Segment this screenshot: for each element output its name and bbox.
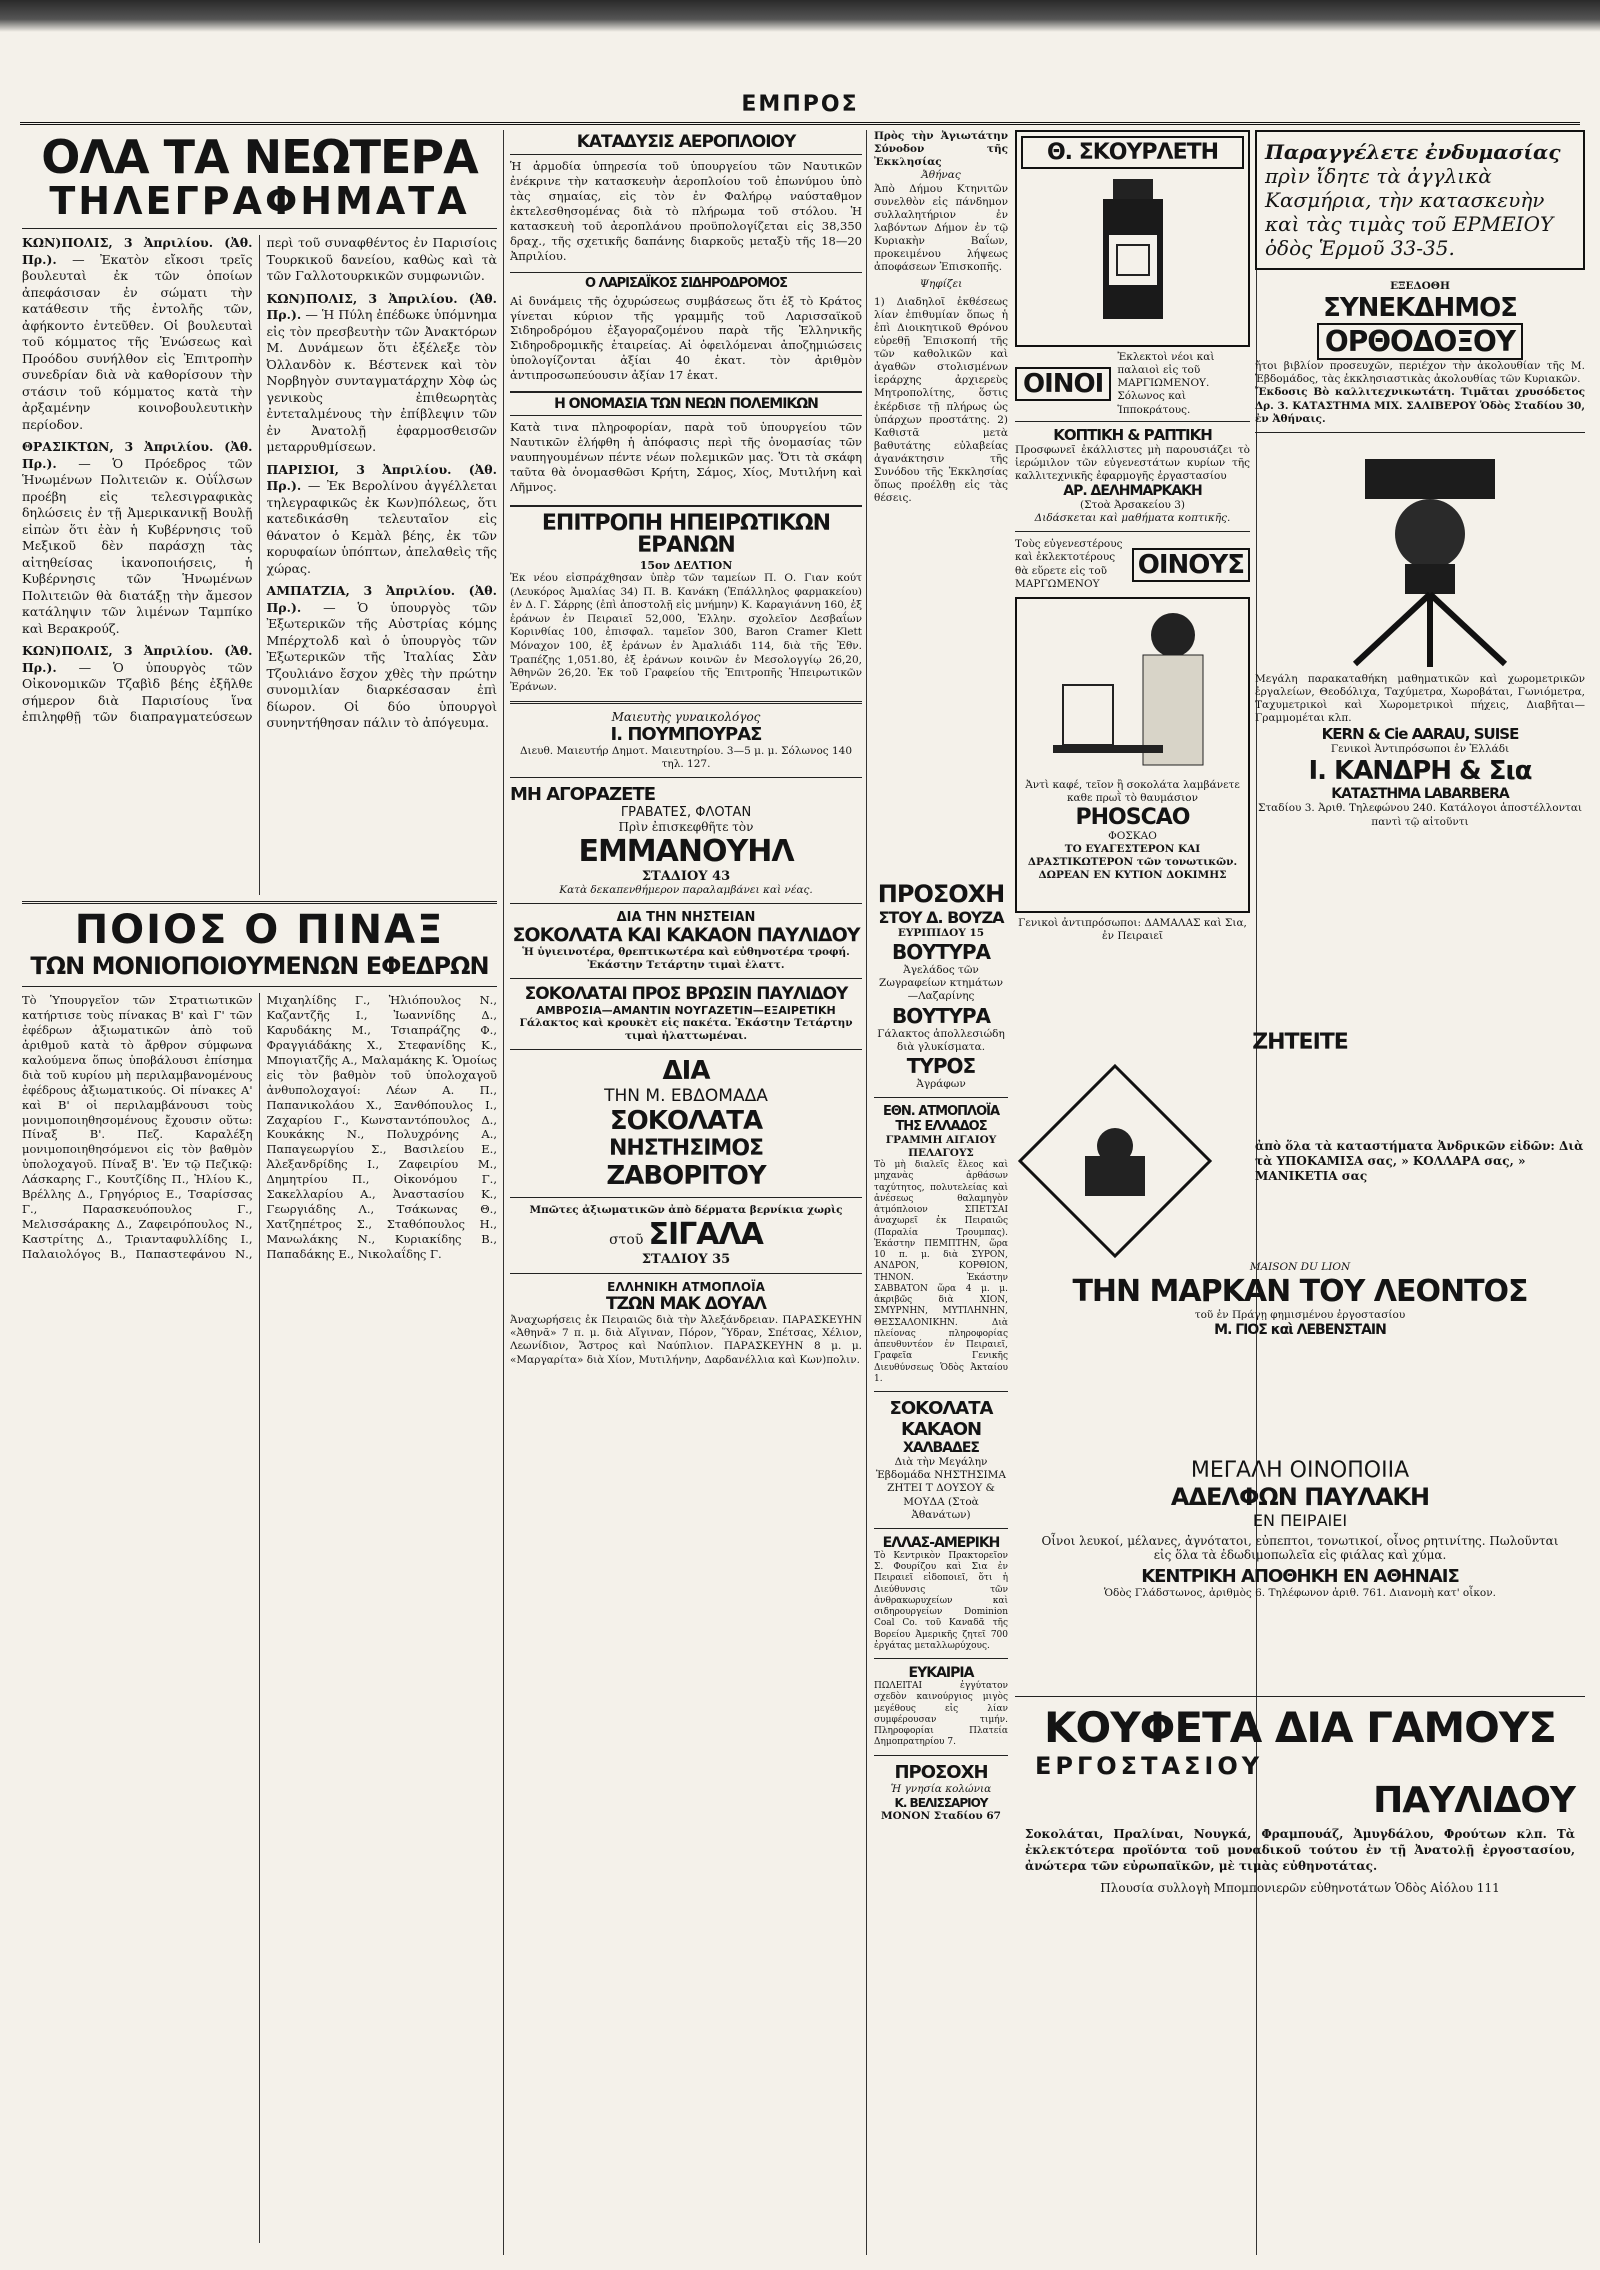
ad-names: Μ. ΓΙΟΣ καὶ ΛΕΒΕΝΣΤΑΙΝ (1214, 1322, 1386, 1339)
ad-sub: ΕΡΓΟΣΤΑΣΙΟΥ (1035, 1752, 1264, 1781)
ad-store: ΚΕΝΤΡΙΚΗ ΑΠΟΘΗΚΗ ΕΝ ΑΘΗΝΑΙΣ (1141, 1566, 1459, 1588)
ad-note: Διδάσκεται καὶ μαθήματα κοπτικῆς. (1034, 512, 1231, 525)
ad-steamship-mcdouall (510, 1280, 862, 1367)
divider (22, 901, 497, 904)
officer-list (22, 993, 497, 2243)
headline-airship: ΚΑΤΑΔΥΣΙΣ ΑΕΡΟΠΛΟΙΟΥ (510, 134, 862, 155)
ad-badge: MAISON DU LION (1249, 1261, 1351, 1273)
ad-velissariou (874, 1762, 1008, 1823)
notice-text: Ἀπὸ Δήμου Κτηνιτῶν συνελθὸν εἰς πάνδημον συλλαλητήριον ἐν λαβόντων Δήμον ἐν τῷ Κυριακὴν Βαΐων, προκειμένου λήψεως ἀποφάσεων Ἐπισκοπῆς. (874, 182, 1008, 274)
ad-brand: PHOSCAO (1075, 805, 1190, 830)
bulletin-number: 15ον ΔΕΛΤΙΟΝ (639, 558, 733, 572)
telegram-list (22, 235, 497, 895)
ad-name: ΣΙΓΑΛΑ (648, 1217, 763, 1253)
headline-railway: Ο ΛΑΡΙΣΑΪΚΟΣ ΣΙΔΗΡΟΔΡΟΜΟΣ (510, 272, 862, 290)
headline-committee: ΕΠΙΤΡΟΠΗ ΗΠΕΙΡΩΤΙΚΩΝ ΕΡΑΝΩΝ (510, 505, 862, 557)
ad-line-text: Ἀγράφων (916, 1077, 966, 1090)
ad-title: ΜΕΓΑΛΗ ΟΙΝΟΠΟΙΙΑ (1190, 1458, 1410, 1484)
ad-obstetrician (510, 710, 862, 771)
ad-synekdimos (1255, 280, 1585, 426)
ad-address: ΣΤΑΔΙΟΥ 43 (641, 868, 731, 884)
lower-right-block (1015, 1010, 1585, 2255)
article-dateline: ΚΩΝ)ΠΟΛΙΣ, 3 Ἀπριλίου. (Ἀθ. Πρ.). (22, 235, 253, 267)
headline-reserve-officers: ΤΩΝ ΜΟΝΙΟΠΟΙΟΥΜΕΝΩΝ ΕΦΕΔΡΩΝ (30, 952, 489, 980)
ad-margomenou-wines (1015, 538, 1250, 591)
ad-line: ΖΑΒΟΡΙΤΟΥ (606, 1161, 766, 1192)
airship-text: Ἡ ἁρμοδία ὑπηρεσία τοῦ ὑπουργείου τῶν Ναυτικῶν ἐνέκρινε τὴν κατασκευὴν ἀεροπλοίου τοῦ ἐπωνύμου ὑπὸ τὰς σημαίας, εἰς τὸν ἐν Φαλήρῳ ναύσταθμον ἐκτελεσθησομένας διὰ τὸ πλήρωμα τοῦ στόλου. Ἡ κατασκευὴ τοῦ ἀεροπλάνου προϋπολογίζεται εἰς 38,350 δραχ., τῆς σχετικῆς δαπάνης διαρκοῦς μεταξὺ τῆς 18—20 Ἀπριλίου. (510, 159, 862, 263)
divider (22, 228, 497, 229)
divider (874, 1755, 1008, 1756)
lion-badge-icon (1015, 1061, 1215, 1261)
ad-title: ΣΟΚΟΛΑΤΑ ΚΑΚΑΟΝ (889, 1398, 993, 1441)
ad-name: ΟΡΘΟΔΟΞΟΥ (1317, 323, 1523, 360)
ad-text: Ἡ γνησία κολώνια (890, 1782, 992, 1795)
ad-ties (510, 784, 862, 897)
ad-wines (1015, 347, 1250, 422)
ad-items: ΑΜΒΡΟΣΙΑ—ΑΜΑΝΤΙΝ ΝΟΥΓΑΖΕΤΙΝ—ΕΞΑΙΡΕΤΙΚΗ (536, 1003, 836, 1017)
ad-eating-chocolate (510, 985, 862, 1043)
ad-note: Γενικοὶ Ἀντιπρόσωποι ἐν Ἑλλάδι (1330, 743, 1510, 756)
ad-line: ΓΡΑΜΜΗ ΑΙΓΑΙΟΥ ΠΕΛΑΓΟΥΣ (885, 1133, 997, 1159)
bottle-icon (1073, 175, 1193, 325)
ad-text: ἤτοι βιβλίον προσευχῶν, περιέχον τὴν ἀκολουθίαν τῆς Μ. Ἑβδομάδος, τὰς ἐκκλησιαστικὰς ἀκολουθίας τῶν Κυριακῶν. (1255, 360, 1585, 386)
divider (1255, 432, 1585, 433)
article-dateline: ΘΡΑΣΙΚΤΩΝ, 3 Ἀπριλίου. (Ἀθ. Πρ.). (22, 439, 253, 471)
ad-sigala (510, 1204, 862, 1267)
headline-who-list: ΠΟΙΟΣ Ο ΠΙΝΑΞ (74, 907, 445, 953)
telegram-article (267, 462, 498, 578)
ad-title: ΣΟΚΟΛΑΤΑΙ ΠΡΟΣ ΒΡΩΣΙΝ ΠΑΥΛΙΔΟΥ (524, 984, 848, 1005)
masthead-rule (20, 122, 1580, 125)
ad-name: Ι. ΚΑΝΔΡΗ & Σια (1308, 756, 1532, 787)
divider (510, 701, 862, 704)
ad-brand: ΤΗΝ ΜΑΡΚΑΝ ΤΟΥ ΛΕΟΝΤΟΣ (1072, 1274, 1528, 1310)
ad-name: ΕΜΜΑΝΟΥΗΛ (578, 833, 794, 869)
ad-name: Κ. ΒΕΛΙΣΣΑΡΙΟΥ (894, 1795, 988, 1810)
headline-latest: ΟΛΑ ΤΑ ΝΕΩΤΕΡΑ (41, 130, 478, 184)
ad-text: Διὰ τὴν Μεγάλην Ἑβδομάδα ΝΗΣΤΗΣΙΜΑ ΖΗΤΕΙ Τ ΔΟΥΣΟΥ & ΜΟΥΔΑ (Στοὰ Ἀθανάτων) (875, 1456, 1007, 1521)
ad-title: Παραγγέλετε ἐνδυμασίας (1265, 140, 1561, 164)
ad-title: ΠΡΟΣΟΧΗ (894, 1761, 988, 1783)
telegram-article (267, 291, 498, 456)
ad-line: ΤΥΡΟΣ (906, 1053, 976, 1078)
ad-text: Ἀναχωρήσεις ἐκ Πειραιῶς διὰ τὴν Ἀλεξάνδρειαν. ΠΑΡΑΣΚΕΥΗΝ «Ἀθηνᾶ» 7 π. μ. διὰ Αἴγιναν, Πόρον, Ὕδραν, Σπέτσας, Χέλιον, Λεωνίδιον, Ἄστρος καὶ Ναύπλιον. ΠΑΡΑΣΚΕΥΗΝ 8 μ. μ. «Μαργαρίτα» διὰ Χίον, Μυτιλήνην, Δαρδανέλλια καὶ Κων)πολιν. (510, 1314, 862, 1366)
ad-maker: τοῦ ἐν Πράγῃ φημισμένου ἐργοστασίου (1194, 1309, 1406, 1322)
ad-offer: ΔΩΡΕΑΝ ΕΝ ΚΥΤΙΟΝ ΔΟΚΙΜΗΣ (1038, 869, 1227, 882)
ad-line-text: Γάλακτος ἀπολλεσιώδη διὰ γλυκίσματα. (877, 1027, 1005, 1053)
ad-brand: Θ. ΣΚΟΥΡΛΕΤΗ (1021, 136, 1244, 169)
ad-address: Ὁδὸς Γλάδστωνος, ἀριθμὸς 6. Τηλέφωνον ἀριθ. 761. Διανομὴ κατ' οἶκον. (1104, 1587, 1496, 1600)
ad-title: ΕΥΚΑΙΡΙΑ (908, 1665, 974, 1681)
ad-text: Τοὺς εὐγενεστέρους καὶ ἐκλεκτοτέρους θὰ εὕρετε εἰς τοῦ ΜΑΡΓΩΜΕΝΟΥ (1015, 538, 1123, 590)
vote-title: Ψηφίζει (919, 278, 963, 291)
ad-address: ΕΥΡΙΠΙΔΟΥ 15 (897, 927, 985, 939)
divider (874, 1391, 1008, 1392)
column-telegrams (22, 130, 497, 2255)
notice-title: Πρὸς τὴν Ἀγιωτάτην Σύνοδον τῆς Ἐκκλησίας (874, 130, 1008, 169)
ad-sub: ΦΟΣΚΑΟ (1108, 830, 1157, 842)
column-narrow-ads (874, 880, 1008, 2255)
scan-edge (0, 0, 1600, 32)
railway-text: Αἱ δυνάμεις τῆς ὀχυρώσεως συμβάσεως ὅτι ἐξ τὸ Κράτος γίνεται κύριον τῆς γραμμῆς τοῦ Λαρισσαϊκοῦ Σιδηροδρόμου ἐξαγοραζομένου παρὰ τῆς Ἑλληνικῆς Σιδηροδρομικῆς ἑταιρείας. Αἱ ὀφειλόμεναι ἀποζημιώσεις ὑπολογίζονται ἀξίαι 40 ἑκατ. τὸν ἀριθμὸν ἀντιπροσωπεύουσιν ἀξίαν 17 ἑκατ. (510, 293, 862, 383)
ad-bouza (874, 880, 1008, 1091)
ad-sub: ΓΡΑΒΑΤΕΣ, ΦΛΟΤΑΝ (620, 804, 752, 820)
ad-text: Ἀντὶ καφέ, τεῖον ἢ σοκολάτα λαμβάνετε καθε πρωῒ τὸ θαυμάσιον (1025, 778, 1240, 804)
ad-name: ΤΖΩΝ ΜΑΚ ΔΟΥΑΛ (606, 1294, 766, 1315)
vote-text: 1) Διαδηλοῖ ἐκθέσεως λίαν ἐπιθυμίαν ὅπως ἡ ἐπὶ Διοικητικοῦ Θρόνου εὑρεθῇ Ἐπισκοπή τῆς τῶν καθολικῶν καὶ ἀγαθῶν στολισμένων ἱεράρχης ἀρχιερεὺς Μητροπολίτης, ὅστις ἐκέρδισε τῇ πλήρως ὡς ὑπάρχων προστάτης. 2) Καθιστᾶ μετὰ βαθυτάτης εὐλαβείας ἀγανάκτησιν τῆς Συνόδου τῆς Ἐκκλησίας ὅπως προέλθῃ εἰς τὰς θέσεις. (874, 295, 1008, 505)
ad-name: ΠΑΥΛΙΔΟΥ (1373, 1780, 1575, 1822)
headline-telegrams: ΤΗΛΕΓΡΑΦΗΜΑΤΑ (49, 179, 470, 223)
column-rule (866, 130, 867, 2255)
ad-opportunity (874, 1665, 1008, 1749)
divider (510, 777, 862, 778)
article-dateline: ΚΩΝ)ΠΟΛΙΣ, 3 Ἀπριλίου. (Ἀθ. Πρ.). (266, 290, 497, 322)
headline-warships: Η ΟΝΟΜΑΣΙΑ ΤΩΝ ΝΕΩΝ ΠΟΛΕΜΙΚΩΝ (510, 391, 862, 416)
article-text: — Ἐκ Βερολίνου ἀγγέλλεται τηλεγραφικῶς ἐκ Κων)πόλεως, ὅτι κατεδικάσθη τελευταῖον εἰς θάνατον ὁ Κεμὰλ βέης, ἐκ τῶν κορυφαίων ὑπόπτων, ἀπελαθεὶς τῆς χώρας. (266, 478, 497, 576)
ad-zavoritou (510, 1056, 862, 1191)
ad-text: Διευθ. Μαιευτήρ Δημοτ. Μαιευτηρίου. 3—5 μ. μ. Σόλωνος 140 τηλ. 127. (519, 744, 853, 770)
article-text: — Ὁ Πρόεδρος τῶν Ἡνωμένων Πολιτειῶν κ. Οὐΐλσων προέβη εἰς τελεσιγραφικὰς δηλώσεις ἐν τῇ Ἀμερικανικῇ Βουλῇ εἰπὼν ὅτι ἐὰν ἡ Κυβέρνησις τοῦ Μεξικοῦ δὲν παράσχῃ τὰς αἰτηθείσας ἱκανοποιήσεις, ἡ Κυβέρνησις τῶν Ἡνωμένων Πολιτειῶν θὰ διατάξῃ τὴν ἄμεσον κατάληψιν τῶν λιμένων Ταμπίκο καὶ Βερακρούζ. (22, 455, 253, 636)
ad-title: ΕΛΛΑΣ-ΑΜΕΡΙΚΗ (882, 1534, 1000, 1551)
ad-line: ΒΟΥΤΥΡΑ (892, 1003, 990, 1028)
ad-address: ΣΤΑΔΙΟΥ 35 (641, 1252, 731, 1268)
ad-title: ΕΛΛΗΝΙΚΗ ΑΤΜΟΠΛΟΪΑ (607, 1280, 765, 1295)
ad-title: ΚΟΠΤΙΚΗ & ΡΑΠΤΙΚΗ (1053, 425, 1212, 444)
ad-instruments-text: Μεγάλη παρακαταθήκη μαθηματικῶν καὶ χωρομετρικῶν ἐργαλείων, Θεοδόλιχα, Ταχύμετρα, Χωροβάται, Γωνιόμετρα, Ταχυμετρικοὶ καὶ Χωρομετρικοὶ πήχεις, Διαβῆται—Γραμμομέται κλπ. (1255, 672, 1585, 725)
warships-text: Κατὰ τινα πληροφορίαν, παρὰ τοῦ ὑπουργείου τῶν Ναυτικῶν ἐλήφθη ἡ ἀπόφασις περὶ τῆς ὀνομασίας τῶν ναυπηγουμένων πέντε νέων πολεμικῶν μας. Ὅτι τὰ σκάφη ταῦτα θὰ ὀνομασθῶσι Κρήτη, Σάμος, Χίος, Μυτιλήνη καὶ Λῆμνος. (510, 420, 862, 494)
notice-city: Ἀθήνας (921, 169, 961, 182)
ad-text: Τὸ Κεντρικὸν Πρακτορεῖον Σ. Φουρίζου καὶ Σια ἐν Πειραιεῖ εἰδοποιεῖ, ὅτι ἡ Διεύθυνσις τῶν ἀνθρακωρυχείων καὶ σιδηρουργείων Dominion Coal Co. τοῦ Καναδᾶ τῆς Βορείου Ἀμερικῆς ζητεῖ 700 ἐργάτας μεταλλωρύχους. (874, 1550, 1008, 1651)
column-news (510, 130, 862, 2255)
ad-lion (1015, 1061, 1585, 1261)
ad-text: Πρὶν ἐπισκεφθῆτε τὸν (618, 819, 754, 834)
ad-line: ΤΗΝ Μ. ΕΒΔΟΜΑΔΑ (604, 1086, 768, 1107)
ad-store: ΚΑΤΑΣΤΗΜΑ LABARBERA (1331, 786, 1509, 803)
ad-label: ΟΙΝΟΙ (1015, 367, 1111, 401)
ad-sub: ΤΗΣ ΕΛΛΑΔΟΣ (895, 1118, 987, 1134)
masthead: ΕΜΠΡΟΣ (741, 92, 859, 117)
ad-line: ΔΙΑ (662, 1056, 710, 1087)
ad-label: ΟΙΝΟΥΣ (1132, 548, 1250, 582)
ad-agents: Γενικοὶ ἀντιπρόσωποι: ΔΑΜΑΛΑΣ καὶ Σια, ἐν Πειραιεῖ (1018, 916, 1247, 942)
ad-pre: ΕΞΕΔΟΘΗ (1390, 280, 1450, 292)
divider (874, 1097, 1008, 1098)
officer-list-text: Τὸ Ὑπουργεῖον τῶν Στρατιωτικῶν κατήρτισε τοὺς πίνακας Β' καὶ Γ' τῶν ἐφέδρων ἀξιωματικῶν ἀπὸ τοῦ ἀριθμοῦ κατὰ τὸ ἄρθρον σύμφωνα καλούμενα ὅπως ὑποβάλουσι ἐπίσημα διὰ τοῦ κυρίου μὴ περιλαμβανομένους ἐφέδρους ἀξιωματικούς. Οἱ πίνακες Α' καὶ Β' οἱ περιλαμβάνουσι τοὺς μονιμοποιηθησομένους ἔχουσιν οὕτω: Πίναξ Β'. Πεζ. Καραλέξη μονιμοποιηθησόμενοι εἰς τὸν βαθμὸν ὑπολοχαγοῦ. Πίναξ Β'. Ἐν τῷ Πεζικῷ: Λάσκαρης Γ., Κουτζίδης Π., Ἠλίου Κ., Βρέλλης Δ., Γρηγόριος Ε., Τσαρίσσας Γ., Παρασκευόπουλος Γ., Μελισσάρακης Δ., Ζαφειρόπουλος Ν., Καστρίτης Δ., Τριανταφυλλίδης Ι., Παλαιολόγος Β., Παπαστεφάνου Ν., Μιχαηλίδης Γ., Ἠλιόπουλος Ν., Καζαντζῆς Ι., Ἰωαννίδης Δ., Καρυδάκης Μ., Τσιαπράζης Φ., Φραγγιάδάκης Χ., Στεφανίδης Κ., Μπογιατζῆς Α., Μαλαμάκης Κ. Ὁμοίως εἰς τὸν βαθμὸν τοῦ ὑπολοχαγοῦ ἀνθυπολοχαγοί: Λέων Α. Π., Παπανικολάου Χ., Ξανθόπουλος Ι., Ζαχαρίου Γ., Κωνσταντόπουλος Δ., Κουκάκης Ν., Πολυχρόνης Α., Παπαγεωργίου Σ., Βασιλείου Ε., Ἀλεξανδρίδης Ι., Ζαφειρίου Μ., Δημητρίου Π., Οἰκονόμου Γ., Σακελλαρίου Α., Ἀναστασίου Κ., Γεωργιάδης Λ., Τσάκωνας Θ., Χατζηπέτρος Σ., Σταθόπουλος Η., Μανωλάκης Ν., Κυριακίδης Β., Παπαδάκης Ε., Νικολαΐδης Γ. (22, 993, 497, 1261)
ad-tailoring (1015, 426, 1250, 526)
ad-paulaki-winery (1015, 1458, 1585, 1600)
ad-ermeiou (1255, 130, 1585, 270)
divider (874, 1658, 1008, 1659)
article-text: — Ἐκατὸν εἴκοσι τρεῖς βουλευταὶ ἐκ τῶν ὁποίων ἀπεφάσισαν ἐν σώματι τὴν κατάθεσιν τῆς ἐντολῆς τῶν, ἀφήκοντο ἐντεῦθεν. Οἱ βουλευταὶ τοῦ κόμματος τῆς Ἑνώσεως καὶ Προόδου συνήλθον εἰς Ἐπιτροπὴν συνεδρίαν διὰ νὰ καθορίσουν τὴν στάσιν τοῦ κόμματος κατὰ τὴν ἀρξαμένην κοινοβουλευτικὴν περίοδον. (22, 251, 253, 432)
ad-city: ΕΝ ΠΕΙΡΑΙΕΙ (1252, 1511, 1348, 1531)
ad-title: ΜΗ ΑΓΟΡΑΖΕΤΕ (510, 783, 655, 805)
ad-text: Οἶνοι λευκοί, μέλανες, ἀγνότατοι, εὐπεπτοι, τονωτικοί, οἶνος ρητινίτης. Πωλοῦνται εἰς ὅλα τὰ ἐδωδιμοπωλεῖα εἰς φιάλας καὶ χύμα. (1041, 1534, 1559, 1563)
ad-text: ΠΩΛΕΙΤΑΙ ἐγγύτατον σχεδὸν καινούργιος μιγὸς μεγέθους εἰς λίαν συμφέρουσαν τιμήν. Πληροφορίαι Πλατεία Δημοπρατηρίου 7. (874, 1681, 1008, 1748)
ad-text: πρὶν ἴδητε τὰ ἀγγλικὰ Κασμήρια, τὴν κατασκευὴν καὶ τὰς τιμὰς τοῦ ΕΡΜΕΙΟΥ ὁδὸς Ἑρμοῦ 33-35. (1265, 164, 1554, 260)
column-rule (503, 130, 504, 2255)
ad-title: ΔΙΑ ΤΗΝ ΝΗΣΤΕΙΑΝ (616, 910, 756, 926)
ad-title: ΖΗΤΕΙΤΕ (1252, 1030, 1348, 1055)
ad-line: ΒΟΥΤΥΡΑ (892, 940, 990, 965)
ad-name: ΑΡ. ΔΕΛΗΜΑΡΚΑΚΗ (1063, 483, 1202, 499)
ad-note: Κατὰ δεκαπενθήμερον παραλαμβάνει καὶ νέας. (559, 883, 813, 896)
divider (510, 1197, 862, 1198)
ad-text: Τὸ μὴ διαλεῖς ἔλεος καὶ μηχανὰς ἀρθάσων ταχύτητος, πολυτελείας καὶ ἀνέσεως θαλαμηγὸν ἀτμόπλοιον ΣΠΕΤΣΑΙ ἀναχωρεῖ ἐκ Πειραιῶς (Παραλία Τρουμπας). Ἑκάστην ΠΕΜΠΤΗΝ, ὥρα 10 π. μ. διὰ ΣΥΡΟΝ, ΑΝΔΡΟΝ, ΚΟΡΘΙΟΝ, ΤΗΝΟΝ. Ἑκάστην ΣΑΒΒΑΤΟΝ ὥρα 4 μ. μ. ἀκριβῶς διὰ ΧΙΟΝ, ΣΜΥΡΝΗΝ, ΜΥΤΙΛΗΝΗΝ, ΘΕΣΣΑΛΟΝΙΚΗΝ. Διὰ πλείονας πληροφορίας ἀπευθυντέον ἐν Πειραιεῖ, Γραφεῖα Γενικῆς Διευθύνσεως Ὁδὸς Ἀκταίου 1. (874, 1160, 1008, 1384)
ad-desc: ΤΟ ΕΥΑΓΕΣΤΕΡΟΝ ΚΑΙ ΔΡΑΣΤΙΚΩΤΕΡΟΝ τῶν τονωτικῶν. (1027, 843, 1238, 869)
divider (510, 1049, 862, 1050)
divider (510, 903, 862, 904)
ad-brand: KERN & Cie AARAU, SUISE (1321, 725, 1519, 744)
divider (1015, 1696, 1585, 1697)
ad-title: ΚΟΥΦΕΤΑ ΔΙΑ ΓΑΜΟΥΣ (1044, 1703, 1556, 1753)
ad-skourleti (1015, 130, 1250, 347)
divider (22, 986, 497, 987)
ad-fasting-chocolate (510, 910, 862, 972)
committee-text: Ἐκ νέου εἰσπράχθησαν ὑπὲρ τῶν ταμείων Π. Ο. Γιαν κούτ (Λευκόρος Ἀμαλίας 34) Π. Β. Κανάκη (Ἐπάλληλος φαρμακείου) ἐν Δ. Γ. Σάρρης (ἐπὶ ἀποστολῇ εἰς μνήμην) Κ. Καραγιάννη 160, ἐξ ἐράνων ἐν Πειραιεῖ 52,000, Ἐλλην. σχολεῖον Δεσβαΐων Κορινθίας 100, ἐπισφαλ. ταμεῖον 300, Baron Cramer Klett Μόναχον 100, ἐξ ἐράνων ἐν Ἀμαλιάδι 114, διὰ τῆς Ἐθν. Τραπέζης 1,051.80, ἐξ ἐράνων κοινῶν ἐν Μεσολογγίῳ 26,20, Ἀθηνῶν 26,20. Ἐκ τοῦ Γραφείου τῆς Ἐπιτροπῆς Ἠπειρωτικῶν Ἐράνων. (510, 571, 862, 693)
divider (510, 978, 862, 979)
divider (1015, 531, 1250, 532)
divider (874, 1528, 1008, 1529)
ad-name: Ι. ΠΟΥΜΠΟΥΡΑΣ (610, 723, 762, 745)
article-dateline: ΚΩΝ)ΠΟΛΙΣ, 3 Ἀπριλίου. (Ἀθ. Πρ.). (22, 643, 253, 675)
ad-sub: ΧΑΛΒΑΔΕΣ (903, 1440, 979, 1457)
ad-text: Προσφωνεῖ ἐκάλλιστες μὴ παρουσιάζει τὸ ἱερώμιλον τῶν εὐγενεστάτων κυρίων τῆς καλλιτεχνικῆς ἐφαρμογῆς ἐργαστασίου (1015, 443, 1250, 482)
woman-serving-illustration (1023, 605, 1244, 775)
ad-address: Σταδίου 3. Ἀριθ. Τηλεφώνου 240. Κατάλογοι ἀποστέλλονται παντὶ τῷ αἰτοῦντι (1257, 802, 1583, 828)
ad-line-text: Ἀγελάδος τῶν Ζωγραφείων κτημάτων—Λαζαρίνης (879, 964, 1003, 1003)
ad-text: ἀπὸ ὅλα τὰ καταστήματα Ἀνδρικῶν εἰδῶν: Διὰ τὰ ΥΠΟΚΑΜΙΣΑ σας, » ΚΟΛΛΑΡΑ σας, » ΜΑΝΙΚΕΤΙΑ σας (1255, 1138, 1584, 1183)
ad-phoscao (1015, 597, 1250, 913)
surveying-instrument-illustration (1255, 439, 1585, 669)
telegram-article (22, 439, 253, 637)
article-text: — Ὁ ὑπουργὸς τῶν Ἐξωτερικῶν τῆς Αὐστρίας κόμης Μπέρχτολδ καὶ ὁ ὑπουργὸς τῶν Ἐξωτερικῶν τῆς Ἰταλίας Σὰν Τζουλιάνο ἔσχον χθὲς τὴν πρώτην συνομιλίαν διαρκέσασαν ἐπὶ δίωρον. Οἱ δύο ὑπουργοὶ συνηντήθησαν πάλιν τὸ ἀπόγευμα. (266, 599, 497, 730)
ad-halva (874, 1398, 1008, 1522)
article-text: — Ἡ Πύλη ἐπέδωκε ὑπόμνημα εἰς τὸν πρεσβευτὴν τῶν Ἀνακτόρων Μ. Δυνάμεων ὅτι ἐξέλεξε τὸν Ὀλλανδὸν κ. Βέστενεκ καὶ τὸν Νορβηγὸν συνταγματάρχην Χὸφ ὡς γενικοὺς ἐπιθεωρητὰς ἐντεταλμένους τὴν ἐπίβλεψιν τῶν ἐν Ἀνατολῇ ἐφαρμοσθεισῶν μεταρρυθμίσεων. (266, 307, 497, 454)
article-text: — Ὁ ὑπουργὸς τῶν Οἰκονομικῶν Τζαβὶδ βέης ἐξῆλθε σήμερον διὰ Παρισίους ἵνα ἐπιληφθῇ τῶν διαπραγματεύσεων περὶ τοῦ συναφθέντος ἐν Παρισίοις Τουρκικοῦ δανείου, καθὼς καὶ τὰ τῶν Γαλλοτουρκικῶν συμφωνιῶν. (22, 235, 497, 724)
ad-national-steamship (874, 1104, 1008, 1385)
ad-text: Σοκολάται, Πραλίναι, Νουγκά, Φραμπουάζ, Ἀμυγδάλου, Φρούτων κλπ. Τὰ ἐκλεκτότερα προϊόντα τοῦ μοναδικοῦ τούτου ἐν τῇ Ἀνατολῇ ἐργοστασίου, ἀνώτερα τῶν εὐρωπαϊκῶν, μὲ τιμὰς εὐθηνοτάτας. (1025, 1827, 1575, 1874)
ad-prefix: στοῦ (609, 1232, 644, 1249)
ad-title: ΕΘΝ. ΑΤΜΟΠΛΟΪΑ (882, 1103, 1000, 1119)
ad-sub: ΣΤΟΥ Δ. ΒΟΥΖΑ (878, 908, 1004, 927)
ad-text: Ἡ ὑγιεινοτέρα, θρεπτικωτέρα καὶ εὐθηνοτέρα τροφή. Ἐκάστην Τετάρτην τιμαὶ ἐλαττ. (522, 945, 850, 972)
ad-title: ΣΥΝΕΚΔΗΜΟΣ (1323, 293, 1517, 324)
article-dateline: ΑΜΠΑΤΖΙΑ, 3 Ἀπριλίου. (Ἀθ. Πρ.). (266, 583, 497, 615)
ad-title: Μαιευτὴς γυναικολόγος (611, 709, 761, 724)
ad-greece-america (874, 1535, 1008, 1652)
ad-text: Ἐκλεκτοὶ νέοι καὶ παλαιοὶ εἰς τοῦ ΜΑΡΓΙΩΜΕΝΟΥ. Σόλωνος καὶ Ἱπποκράτους. (1117, 351, 1215, 416)
ad-name: ΑΔΕΛΦΩΝ ΠΑΥΛΑΚΗ (1170, 1483, 1430, 1512)
ad-line: ΝΗΣΤΗΣΙΜΟΣ (608, 1136, 764, 1162)
ad-wedding-sweets (1015, 1703, 1585, 1895)
ad-title: ΠΡΟΣΟΧΗ (877, 880, 1005, 908)
ad-text: Γάλακτος καὶ κρουκὲτ εἰς πακέτα. Ἐκάστην Τετάρτην τιμαὶ ἠλαττωμέναι. (519, 1016, 853, 1042)
telegram-article (267, 583, 498, 732)
ad-address: ΜΟΝΟΝ Σταδίου 67 (881, 1809, 1001, 1822)
article-dateline: ΠΑΡΙΣΙΟΙ, 3 Ἀπριλίου. (Ἀθ. Πρ.). (266, 461, 497, 493)
ad-price: Ἔκδοσις Βὸ καλλιτεχνικωτάτη. Τιμᾶται χρυσόδετος Δρ. 3. ΚΑΤΑΣΤΗΜΑ ΜΙΧ. ΣΑΛΙΒΕΡΟΥ Ὁδὸς Σταδίου 30, ἐν Ἀθήναις. (1255, 386, 1585, 425)
ad-address: (Στοὰ Ἀρσακείου 3) (1079, 499, 1186, 511)
ad-line: ΣΟΚΟΛΑΤΑ (609, 1106, 763, 1137)
ad-note: Πλουσία συλλογὴ Μπομπονιερῶν εὐθηνοτάτων Ὁδὸς Αἰόλου 111 (1100, 1880, 1500, 1895)
telegram-article (22, 235, 253, 433)
divider (510, 1273, 862, 1274)
ad-text: Μπῶτες ἀξιωματικῶν ἀπὸ δέρματα βερνίκια χωρὶς (529, 1204, 843, 1217)
ad-name: ΣΟΚΟΛΑΤΑ ΚΑΙ ΚΑΚΑΟΝ ΠΑΥΛΙΔΟΥ (512, 924, 860, 947)
